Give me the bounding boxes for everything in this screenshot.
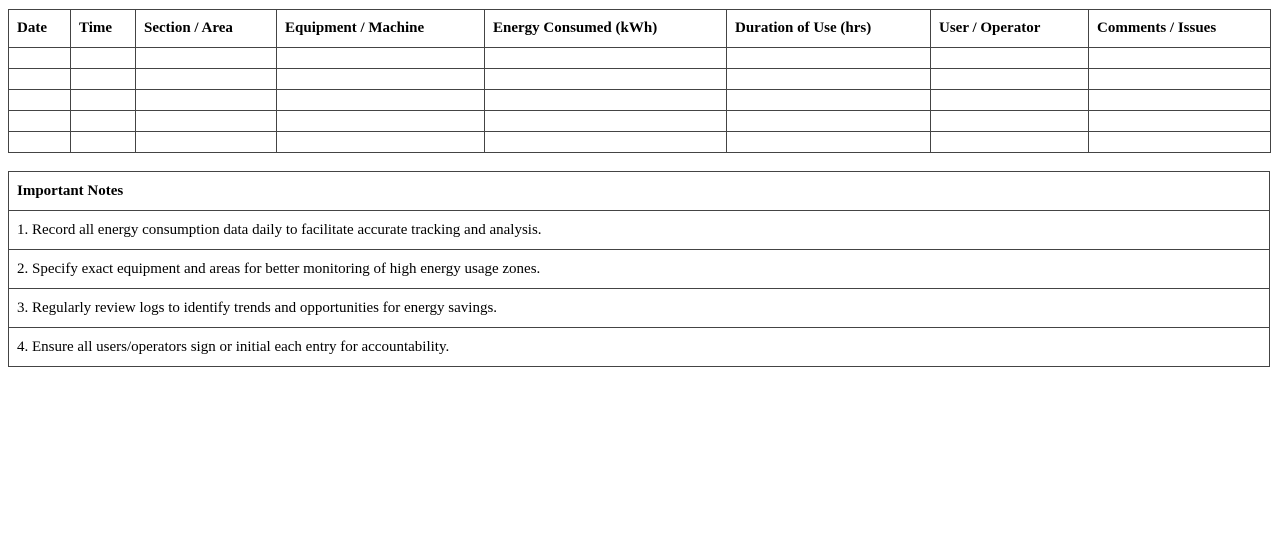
table-cell[interactable]: [71, 69, 136, 90]
column-header-duration-of-use: Duration of Use (hrs): [727, 10, 931, 48]
table-cell[interactable]: [727, 111, 931, 132]
table-cell[interactable]: [277, 69, 485, 90]
table-cell[interactable]: [277, 90, 485, 111]
table-cell[interactable]: [9, 69, 71, 90]
table-header-row: [9, 10, 1271, 48]
notes-title: Important Notes: [9, 172, 1270, 211]
table-cell[interactable]: [71, 132, 136, 153]
column-header-user-operator: User / Operator: [931, 10, 1089, 48]
table-cell[interactable]: [9, 111, 71, 132]
table-cell[interactable]: [136, 132, 277, 153]
table-cell[interactable]: [727, 48, 931, 69]
note-row: [9, 211, 1270, 250]
column-header-comments-issues: Comments / Issues: [1089, 10, 1271, 48]
table-cell[interactable]: [727, 132, 931, 153]
column-header-equipment-machine: Equipment / Machine: [277, 10, 485, 48]
table-cell[interactable]: [727, 69, 931, 90]
table-row: [9, 69, 1271, 90]
note-row: [9, 289, 1270, 328]
table-cell[interactable]: [136, 111, 277, 132]
table-cell[interactable]: [1089, 111, 1271, 132]
table-cell[interactable]: [1089, 132, 1271, 153]
table-cell[interactable]: [485, 48, 727, 69]
table-row: [9, 111, 1271, 132]
table-cell[interactable]: [485, 132, 727, 153]
table-row: [9, 90, 1271, 111]
table-cell[interactable]: [931, 69, 1089, 90]
notes-header-row: [9, 172, 1270, 211]
note-item: 4. Ensure all users/operators sign or initial each entry for accountability.: [9, 328, 1270, 367]
table-cell[interactable]: [485, 69, 727, 90]
table-cell[interactable]: [1089, 90, 1271, 111]
energy-log-table: [8, 9, 1271, 153]
table-cell[interactable]: [136, 48, 277, 69]
table-cell[interactable]: [71, 111, 136, 132]
column-header-energy-consumed: Energy Consumed (kWh): [485, 10, 727, 48]
table-cell[interactable]: [931, 132, 1089, 153]
important-notes-table: [8, 171, 1270, 367]
table-cell[interactable]: [1089, 69, 1271, 90]
table-cell[interactable]: [727, 90, 931, 111]
table-cell[interactable]: [136, 90, 277, 111]
table-cell[interactable]: [71, 48, 136, 69]
table-cell[interactable]: [277, 111, 485, 132]
table-cell[interactable]: [931, 48, 1089, 69]
table-cell[interactable]: [9, 90, 71, 111]
note-row: [9, 328, 1270, 367]
table-row: [9, 132, 1271, 153]
table-cell[interactable]: [485, 90, 727, 111]
table-cell[interactable]: [1089, 48, 1271, 69]
table-cell[interactable]: [277, 48, 485, 69]
table-row: [9, 48, 1271, 69]
table-cell[interactable]: [71, 90, 136, 111]
table-cell[interactable]: [9, 132, 71, 153]
column-header-date: Date: [9, 10, 71, 48]
note-item: 2. Specify exact equipment and areas for better monitoring of high energy usage zones.: [9, 250, 1270, 289]
note-item: 1. Record all energy consumption data daily to facilitate accurate tracking and analysis.: [9, 211, 1270, 250]
column-header-time: Time: [71, 10, 136, 48]
table-cell[interactable]: [931, 90, 1089, 111]
table-cell[interactable]: [9, 48, 71, 69]
table-cell[interactable]: [136, 69, 277, 90]
column-header-section-area: Section / Area: [136, 10, 277, 48]
table-cell[interactable]: [931, 111, 1089, 132]
note-item: 3. Regularly review logs to identify trends and opportunities for energy savings.: [9, 289, 1270, 328]
table-cell[interactable]: [277, 132, 485, 153]
note-row: [9, 250, 1270, 289]
table-cell[interactable]: [485, 111, 727, 132]
